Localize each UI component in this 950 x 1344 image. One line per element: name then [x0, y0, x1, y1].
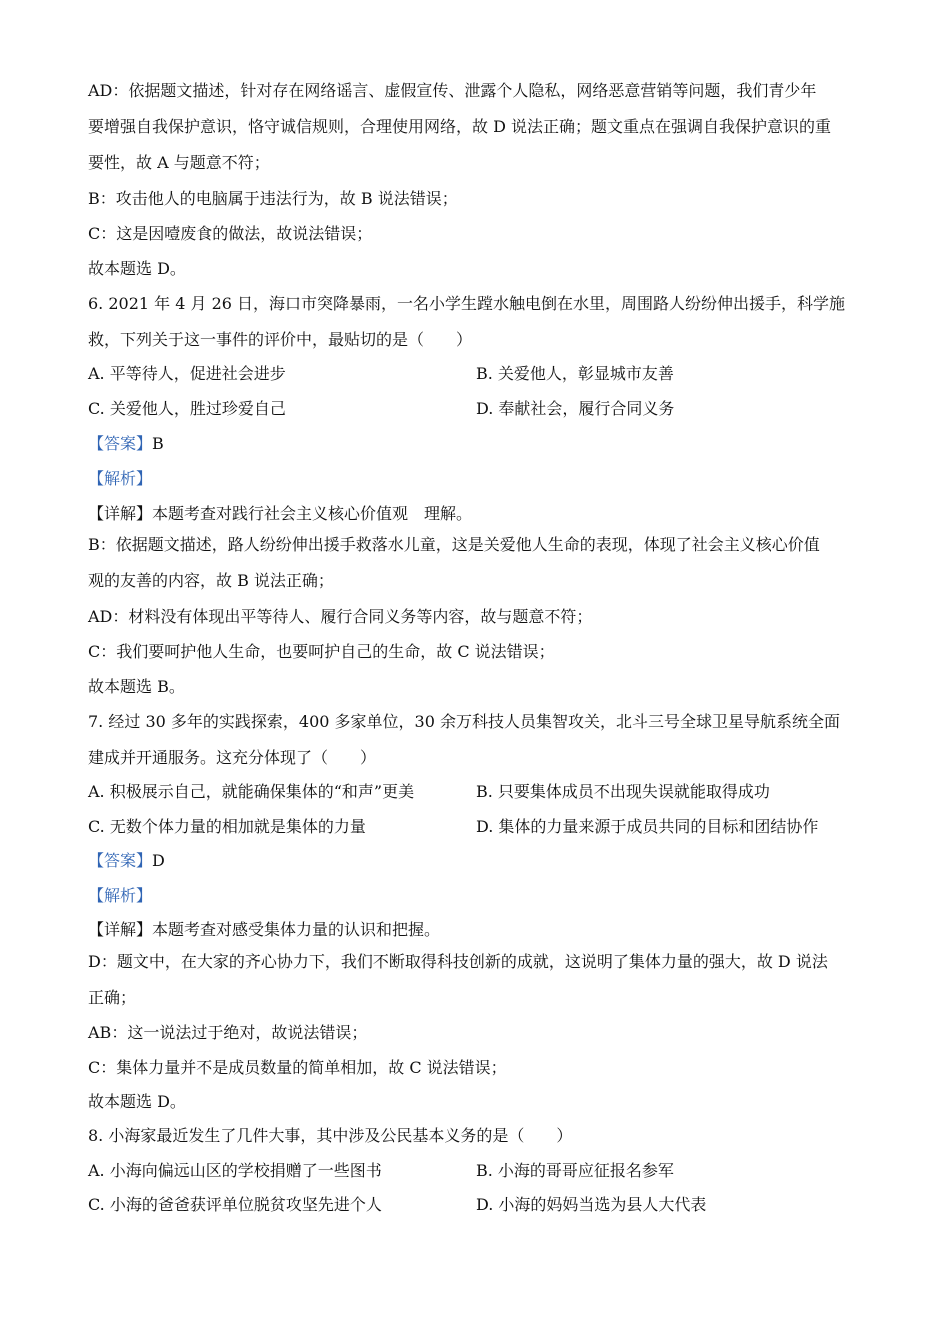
- q8-option-b: B. 小海的哥哥应征报名参军: [476, 1161, 674, 1180]
- q7-detail: 【详解】本题考查对感受集体力量的认识和把握。: [88, 920, 441, 939]
- q5-explain-line-5: C：这是因噎废食的做法，故说法错误；: [88, 224, 373, 243]
- q5-explain-line-3: 要性，故 A 与题意不符；: [88, 153, 270, 172]
- q6-conclusion: 故本题选 B。: [88, 677, 185, 696]
- q6-detail: 【详解】本题考查对践行社会主义核心价值观 理解。: [88, 504, 473, 523]
- q7-option-d: D. 集体的力量来源于成员共同的目标和团结协作: [476, 817, 819, 836]
- q6-explain-line-3: AD：材料没有体现出平等待人、履行合同义务等内容，故与题意不符；: [88, 607, 593, 626]
- q7-conclusion: 故本题选 D。: [88, 1092, 186, 1111]
- q6-explain-line-2: 观的友善的内容，故 B 说法正确；: [88, 571, 334, 590]
- q6-explain-line-1: B：依据题文描述，路人纷纷伸出援手救落水儿童，这是关爱他人生命的表现，体现了社会主义核心价值: [88, 535, 820, 554]
- answer-value: D: [152, 851, 165, 870]
- q7-stem-line-2: 建成并开通服务。这充分体现了（ ）: [88, 748, 377, 767]
- q7-explain-line-3: AB：这一说法过于绝对，故说法错误；: [88, 1023, 368, 1042]
- q5-explain-line-1: AD：依据题文描述，针对存在网络谣言、虚假宣传、泄露个人隐私，网络恶意营销等问题，我们青少年: [88, 81, 817, 100]
- q6-option-b: B. 关爱他人，彰显城市友善: [476, 364, 674, 383]
- q7-option-a: A. 积极展示自己，就能确保集体的“和声”更美: [88, 782, 415, 801]
- q7-explain-line-2: 正确；: [88, 988, 137, 1007]
- q6-explain-line-4: C：我们要呵护他人生命，也要呵护自己的生命，故 C 说法错误；: [88, 642, 555, 661]
- q6-analysis-tag: 【解析】: [88, 469, 153, 488]
- q6-option-a: A. 平等待人，促进社会进步: [88, 364, 286, 383]
- q7-option-b: B. 只要集体成员不出现失误就能取得成功: [476, 782, 770, 801]
- q8-option-a: A. 小海向偏远山区的学校捐赠了一些图书: [88, 1161, 382, 1180]
- answer-value: B: [152, 434, 164, 453]
- q7-option-c: C. 无数个体力量的相加就是集体的力量: [88, 817, 366, 836]
- answer-tag: 【答案】: [88, 434, 153, 453]
- q7-explain-line-4: C：集体力量并不是成员数量的简单相加，故 C 说法错误；: [88, 1058, 507, 1077]
- q6-option-d: D. 奉献社会，履行合同义务: [476, 399, 675, 418]
- q6-stem-line-1: 6. 2021 年 4 月 26 日，海口市突降暴雨，一名小学生蹚水触电倒在水里，周围路人纷纷伸出援手，科学施: [88, 294, 846, 313]
- q5-conclusion: 故本题选 D。: [88, 259, 186, 278]
- q5-explain-line-2: 要增强自我保护意识，恪守诚信规则，合理使用网络，故 D 说法正确；题文重点在强调自我保护意识的重: [88, 117, 832, 136]
- q6-answer: [88, 432, 868, 456]
- q6-option-c: C. 关爱他人，胜过珍爱自己: [88, 399, 286, 418]
- q5-explain-line-4: B：攻击他人的电脑属于违法行为，故 B 说法错误；: [88, 189, 458, 208]
- q8-option-c: C. 小海的爸爸获评单位脱贫攻坚先进个人: [88, 1195, 382, 1214]
- q7-stem-line-1: 7. 经过 30 多年的实践探索，400 多家单位，30 余万科技人员集智攻关，北斗三号全球卫星导航系统全面: [88, 712, 840, 731]
- q7-answer: [88, 849, 868, 873]
- q8-stem: 8. 小海家最近发生了几件大事，其中涉及公民基本义务的是（ ）: [88, 1126, 573, 1145]
- answer-tag: 【答案】: [88, 851, 153, 870]
- q7-analysis-tag: 【解析】: [88, 886, 153, 905]
- q8-option-d: D. 小海的妈妈当选为县人大代表: [476, 1195, 707, 1214]
- q7-explain-line-1: D：题文中，在大家的齐心协力下，我们不断取得科技创新的成就，这说明了集体力量的强大，故 D 说法: [88, 952, 828, 971]
- q6-stem-line-2: 救，下列关于这一事件的评价中，最贴切的是（ ）: [88, 330, 473, 349]
